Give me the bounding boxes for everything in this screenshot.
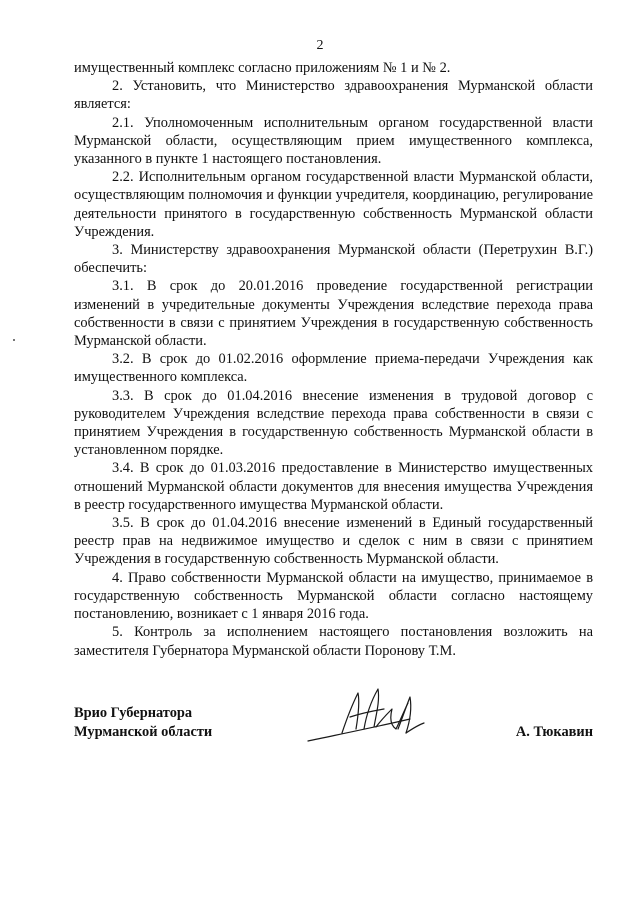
paragraph-3-5: 3.5. В срок до 01.04.2016 внесение изменений в Единый государственный реестр прав на недвижимое имущество и сделок с ним в связи с принятием Учреждения в государственную собственность Мурманской области. [74, 515, 593, 568]
paragraph-3-3: 3.3. В срок до 01.04.2016 внесение изменения в трудовой договор с руководителем Учреждения вследствие перехода права собственности в связи с принятием Учреждения в государственную собственность Мурманской области в установленном порядке. [74, 387, 593, 459]
signer-title [74, 704, 212, 741]
signer-title-line-1: Врио Губернатора [74, 705, 193, 721]
paragraph-3: 3. Министерству здравоохранения Мурманской области (Перетрухин В.Г.) обеспечить: [74, 242, 593, 277]
paragraph-2-1: 2.1. Уполномоченным исполнительным органом государственной власти Мурманской области, осуществляющим прием имущественного комплекса, указанного в пункте 1 настоящего постановления. [74, 114, 593, 168]
paragraph-3-4: 3.4. В срок до 01.03.2016 предоставление в Министерство имущественных отношений Мурманской области документов для внесения имущества Учреждения в реестр государственного имущества Мурманской области. [74, 460, 593, 513]
paragraph-2-2: 2.2. Исполнительным органом государственной власти Мурманской области, осуществляющим полномочия и функции учредителя, координацию, регулирование деятельности принятого в государственную собственность Мурманской области Учреждения. [74, 169, 593, 240]
signer-name: А. Тюкавин [515, 724, 593, 740]
paragraph-2: 2. Установить, что Министерство здравоохранения Мурманской области является: [74, 78, 593, 113]
paragraph-3-1: 3.1. В срок до 20.01.2016 проведение государственной регистрации изменений в учредительные документы Учреждения вследствие перехода права собственности в связи с принятием Учреждения в государственную собственность Мурманской области. [74, 278, 593, 350]
paragraph-continuation: имущественный комплекс согласно приложениям № 1 и № 2. [74, 60, 451, 76]
paragraph-5: 5. Контроль за исполнением настоящего постановления возложить на заместителя Губернатора Мурманской области Поронову Т.М. [74, 624, 593, 659]
handwritten-signature [306, 683, 446, 751]
paragraph-3-2: 3.2. В срок до 01.02.2016 оформление приема-передачи Учреждения как имущественного комплекса. [74, 351, 593, 386]
paragraph-4: 4. Право собственности Мурманской области на имущество, принимаемое в государственную собственность Мурманской области согласно настоящему постановлению, возникает с 1 января 2016 года. [74, 569, 593, 623]
document-body [74, 59, 593, 660]
page-number: 2 [316, 38, 324, 53]
margin-dot [13, 339, 15, 341]
signature-block [74, 701, 593, 761]
signer-title-line-2: Мурманской области [74, 723, 213, 740]
